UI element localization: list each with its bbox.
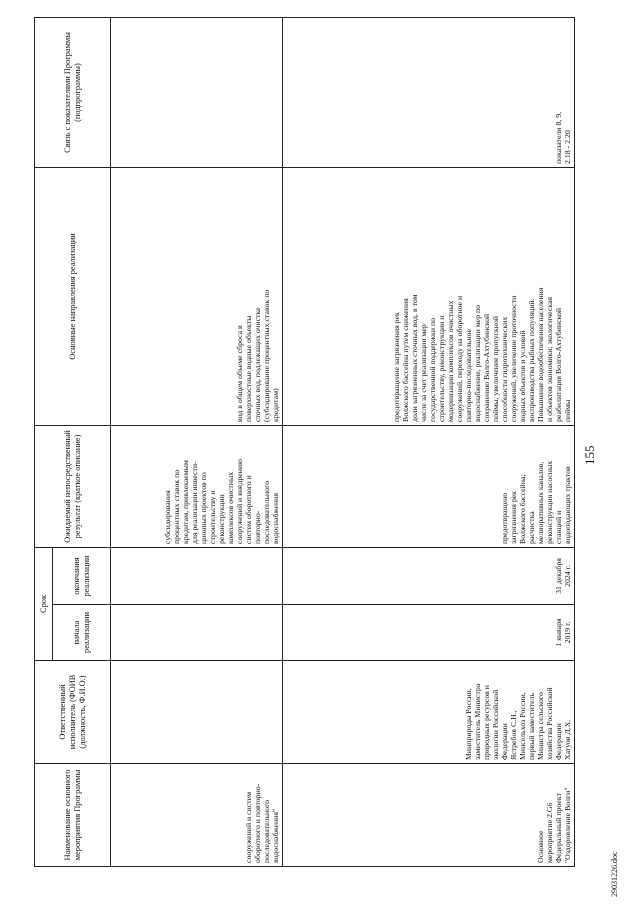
header-name: Наименование основного мероприятия Программы <box>35 764 111 867</box>
row1-executor <box>278 661 282 763</box>
header-start: начала реализации <box>53 605 111 661</box>
header-end: окончания реализации <box>53 548 111 605</box>
row2-result: предотвращено загрязнения рек Волжского бассейна; расчистка мелиоративных каналов, реконструкция насосных станций и водоподающих трактов <box>500 460 572 544</box>
row2-link: показатели 8, 9, 2.18 - 2.20 <box>554 111 572 164</box>
row1-directions: вод в общем объеме сброса в поверхностные водные объекты сточных вод, подлежащих очистке (субсидирование процентных ставок по кредитам) <box>235 289 280 422</box>
row1-start <box>278 605 282 660</box>
row2-start: 1 января 2019 г. <box>554 618 572 647</box>
table-row <box>283 18 575 867</box>
row2-end: 31 декабря 2024 г. <box>554 558 572 594</box>
header-term: Срок <box>35 548 53 661</box>
table-row <box>111 18 283 867</box>
row2-name: Основное мероприятие 2.G6 Федеральный проект "Оздоровление Волги" <box>536 787 572 863</box>
header-link: Связь с показателями Программы (подпрограммы) <box>35 18 111 168</box>
row1-end <box>278 548 282 604</box>
page-number: 155 <box>582 445 597 465</box>
program-table <box>34 17 575 867</box>
row2-executor: Минприроды России, заместитель Министра природных ресурсов и экологии Российской Федерации Ястребов С.Н., Минсельхоз России, первый заместитель Министра сельского хозяйства Российской Федерации Хатуов Д.Х. <box>464 683 572 760</box>
row1-result: субсидирования процентных ставок по кредитам, привлекаемым для реализации инвести- ционных проектов по строительству и реконструкции комплексов очистных сооружений и внедрению систем оборотного и повторно- последовательного водоснабжения <box>163 459 280 544</box>
header-result: Ожидаемый непосредственный результат (краткое описание) <box>35 426 111 548</box>
row2-directions: предотвращение загрязнения рек Волжского бассейна путем снижения доли загрязненных сточных вод, в том числе за счет реализации мер государственной поддержки по строительству, реконструкции и модернизации комплексов очистных сооружений, переходу на оборотное и повторно-последовательное водоснабжение, реализации мер по сохранению Волго-Ахтубинской поймы, увеличение пропускной способности гидротехнических сооружений, увеличение проточности водных объектов и условий воспроизводства рыбных популяций. Повышение водообеспечения населения и объектов экономики; экологическая реабилитация Волго-Ахтубинской поймы <box>392 287 572 422</box>
row1-link <box>278 18 282 167</box>
footer-filename: 29031226.doc <box>610 851 619 897</box>
row1-name: сооружений и систем оборотного и повторно-последовательного водоснабжения" <box>244 783 280 863</box>
header-executor: Ответственный исполнитель (ФОИВ (должность, Ф.И.О.) <box>35 661 111 764</box>
header-directions: Основные направления реализации <box>35 168 111 426</box>
